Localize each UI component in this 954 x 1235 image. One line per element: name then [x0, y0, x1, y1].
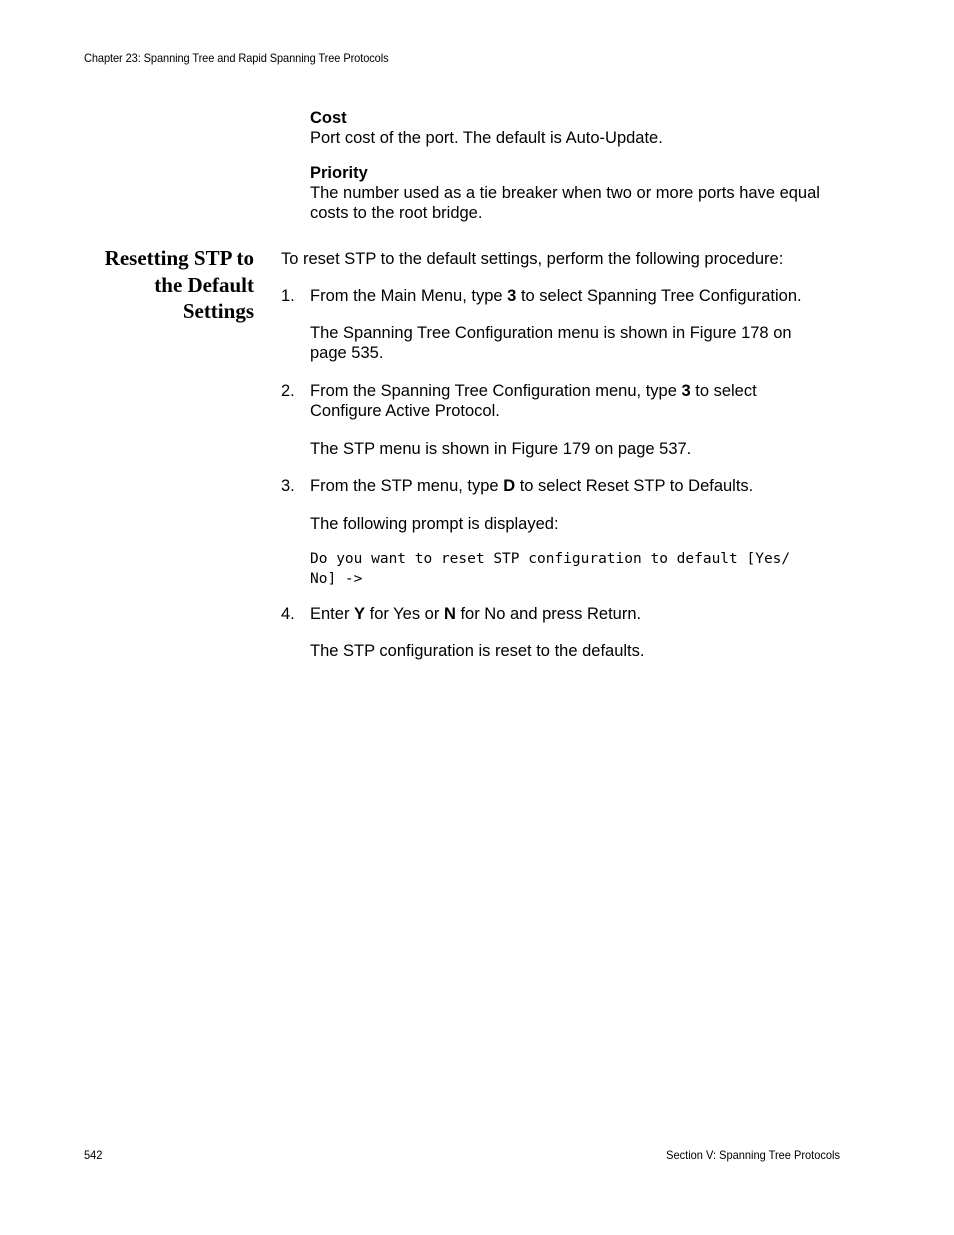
- definition-description: The number used as a tie breaker when two or more ports have equal costs to the root bridge.: [310, 184, 820, 222]
- step-instruction: From the STP menu, type D to select Reset STP to Defaults.: [310, 477, 754, 495]
- definition-term: Priority: [310, 164, 368, 182]
- running-header: Chapter 23: Spanning Tree and Rapid Spanning Tree Protocols: [84, 51, 389, 65]
- step-note: The STP configuration is reset to the defaults.: [310, 642, 645, 660]
- step-instruction: From the Main Menu, type 3 to select Spanning Tree Configuration.: [310, 287, 802, 305]
- step-number: 2.: [281, 382, 295, 400]
- prompt-text: Do you want to reset STP configuration to default [Yes/ No] ->: [310, 551, 791, 587]
- section-heading-line: the Default: [154, 272, 254, 297]
- step-note: The Spanning Tree Configuration menu is shown in Figure 178 on page 535.: [310, 324, 792, 362]
- step-number: 4.: [281, 605, 295, 623]
- key-label: D: [503, 477, 516, 495]
- definition-cost: [310, 108, 850, 148]
- intro-paragraph: To reset STP to the default settings, perform the following procedure:: [281, 250, 784, 268]
- section-heading-line: Settings: [182, 299, 254, 323]
- key-label: N: [443, 605, 456, 623]
- key-label: 3: [507, 287, 517, 305]
- definition-description: Port cost of the port. The default is Auto-Update.: [310, 129, 663, 147]
- step-note: The STP menu is shown in Figure 179 on page 537.: [310, 440, 692, 458]
- step-instruction: From the Spanning Tree Configuration menu, type 3 to select Configure Active Protocol.: [310, 382, 757, 420]
- section-heading-line: Resetting STP to: [104, 246, 254, 270]
- definition-term: Cost: [310, 109, 347, 127]
- section-heading: [60, 245, 254, 325]
- step-number: 3.: [281, 477, 295, 495]
- page-number: 542: [84, 1148, 103, 1162]
- step-note: The following prompt is displayed:: [310, 515, 559, 533]
- step-instruction: Enter Y for Yes or N for No and press Return.: [310, 605, 642, 623]
- footer-section: Section V: Spanning Tree Protocols: [666, 1148, 840, 1162]
- key-label: 3: [681, 382, 691, 400]
- key-label: Y: [354, 605, 366, 623]
- step-number: 1.: [281, 287, 295, 305]
- definition-priority: [310, 163, 850, 223]
